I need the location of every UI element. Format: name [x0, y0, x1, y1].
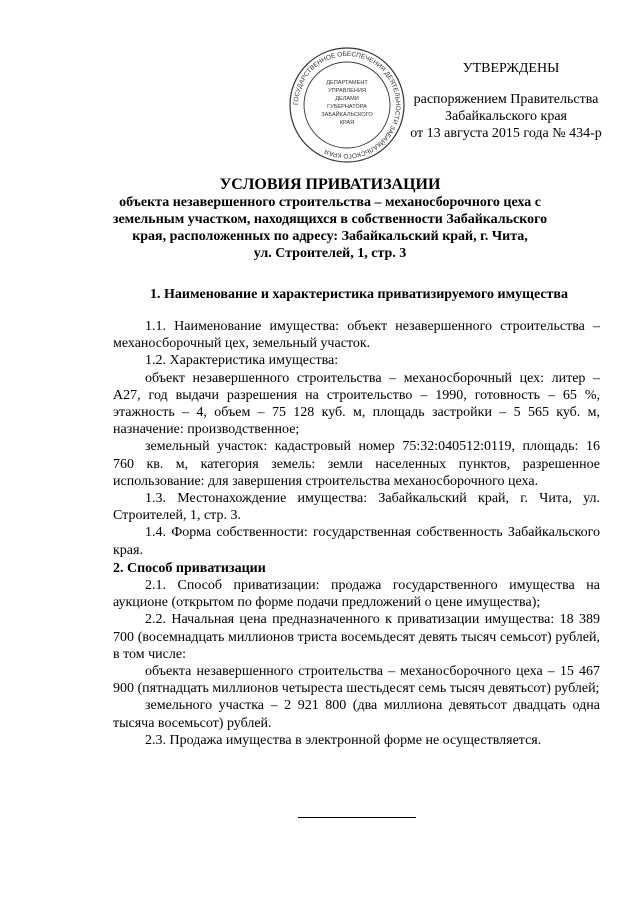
- paragraph-land-price: земельного участка – 2 921 800 (два миллиона девятьсот двадцать одна тысяча восемьсот) рублей.: [113, 698, 600, 731]
- section2-heading: 2. Способ приватизации: [113, 560, 266, 576]
- seal-inner-line: ГУБЕРНАТОРА: [327, 104, 367, 110]
- paragraph-object-characteristics: объект незавершенного строительства – механосборочный цех: литер – А27, год выдачи разрешения на строительство – 1990, готовность – 65 %, этажность – 4, объем – 75 128 куб. м, площадь застройки – 5 565 куб. м, назначение: производственное;: [113, 370, 600, 438]
- approval-stamp: [386, 60, 626, 142]
- paragraph-object-price: объекта незавершенного строительства – механосборочного цеха – 15 467 900 (пятнадцать миллионов четыреста шестьдесят семь тысяч девятьсот) рублей;: [113, 664, 600, 697]
- seal-inner-line: ЗАБАЙКАЛЬСКОГО: [321, 112, 373, 118]
- seal-outer-text: ГОСУДАРСТВЕННОЕ ОБЕСПЕЧЕНИЯ ДЕЯТЕЛЬНОСТИ ЗАБАЙКАЛЬСКОГО КРАЯ: [292, 50, 402, 160]
- title-subtitle-line: ул. Строителей, 1, стр. 3: [253, 246, 407, 261]
- approval-heading: УТВЕРЖДЕНЫ: [462, 61, 560, 76]
- end-divider: [298, 817, 416, 818]
- paragraph-2-3: 2.3. Продажа имущества в электронной форме не осуществляется.: [145, 732, 542, 748]
- seal-inner-line: ДЕЛАМИ: [335, 96, 359, 102]
- paragraph-1-3: 1.3. Местонахождение имущества: Забайкальский край, г. Чита, ул. Строителей, 1, стр. 3.: [113, 491, 600, 524]
- title-subtitle-line: земельным участком, находящихся в собственности Забайкальского: [112, 212, 548, 227]
- approval-line: от 13 августа 2015 года № 434-р: [410, 126, 602, 141]
- title-subtitle-line: объекта незавершенного строительства – механосборочного цеха с: [119, 195, 541, 210]
- paragraph-1-1: 1.1. Наименование имущества: объект незавершенного строительства – механосборочный цех, земельный участок.: [113, 319, 600, 352]
- section1-heading: 1. Наименование и характеристика приватизируемого имущества: [150, 287, 568, 302]
- approval-line: распоряжением Правительства: [413, 92, 599, 107]
- paragraph-2-2: 2.2. Начальная цена предназначенного к приватизации имущества: 18 389 700 (восемнадцать миллионов триста восемьдесят девять тысяч семьсот) рублей, в том числе:: [113, 612, 600, 662]
- seal-inner-line: ДЕПАРТАМЕНТ: [326, 80, 368, 86]
- approval-line: Забайкальского края: [444, 109, 567, 124]
- seal-inner-line: УПРАВЛЕНИЯ: [328, 88, 366, 94]
- document-body: [113, 318, 600, 749]
- title-main: УСЛОВИЯ ПРИВАТИЗАЦИИ: [219, 176, 441, 193]
- paragraph-1-4: 1.4. Форма собственности: государственная собственность Забайкальского края.: [113, 525, 600, 558]
- paragraph-2-1: 2.1. Способ приватизации: продажа государственного имущества на аукционе (открытом по форме подачи предложений о цене имущества);: [113, 578, 600, 611]
- title-subtitle-line: края, расположенных по адресу: Забайкальский край, г. Чита,: [132, 229, 528, 244]
- document-title: [100, 176, 560, 262]
- paragraph-land-characteristics: земельный участок: кадастровый номер 75:32:040512:0119, площадь: 16 760 кв. м, категория земель: земли населенных пунктов, разрешенное использование: для завершения строительства механосборочного цеха.: [113, 439, 600, 489]
- seal-inner-line: КРАЯ: [339, 120, 355, 126]
- paragraph-1-2: 1.2. Характеристика имущества:: [145, 353, 339, 369]
